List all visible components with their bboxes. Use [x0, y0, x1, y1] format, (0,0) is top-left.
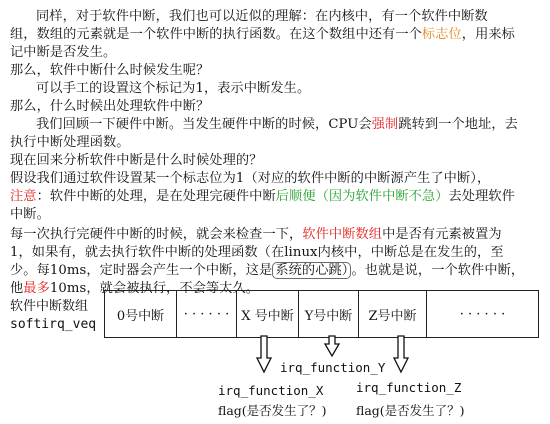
highlight-orange: 标志位 — [421, 27, 462, 42]
fn-x: irq_function_X — [218, 383, 324, 398]
highlight-red: 强制 — [371, 117, 399, 132]
highlight-red: 最多 — [23, 281, 50, 296]
text-segment: 可以手工的设置这个标记为1，表示中断发生。 — [36, 81, 311, 96]
array-label: 软件中断数组 — [10, 299, 89, 314]
text-segment: 中断。 — [10, 207, 50, 222]
text-segment: 我们回顾一下硬件中断。当发生硬件中断的时候，CPU会 — [36, 117, 372, 132]
text-segment: 那么，软件中断什么时候发生呢？ — [10, 63, 210, 78]
highlight-red: 软件中断数组 — [302, 227, 383, 242]
text-segment: 中是否有元素被置为 — [382, 227, 502, 242]
text-segment: 。也就是说，一个软件中断， — [351, 263, 525, 278]
fn-y: irq_function_Y — [280, 360, 386, 375]
highlight-red: 注意 — [10, 189, 37, 204]
text-segment: 执行中断处理函数。 — [10, 135, 130, 150]
text-segment: 每一次执行完硬件中断的时候，就会来检查一下， — [10, 227, 303, 242]
array-cell: Z号中断 — [359, 291, 427, 337]
text-segment: 那么，什么时候出处理软件中断？ — [10, 99, 210, 114]
fn-z: irq_function_Z — [356, 380, 462, 395]
array-cell: X 号中断 — [237, 291, 299, 337]
text-segment: 1，如果有，就去执行软件中断的处理函数（在linux内核中，中断总是在发生的，至 — [10, 245, 504, 260]
array-name: softirq_veq — [10, 317, 97, 332]
arrow-x-icon — [257, 336, 271, 372]
arrow-y-icon — [325, 336, 339, 356]
array-cell: · · · · · · — [177, 291, 237, 337]
array-cell: Y号中断 — [299, 291, 359, 337]
flag-x: flag(是否发生了？) — [218, 403, 327, 418]
text-segment: ，用来标 — [461, 27, 515, 42]
text-segment: 组，数组的元素就是一个软件中断的执行函数。在这个数组中还有一个 — [10, 27, 422, 42]
text-segment: 跳转到一个地址，去 — [398, 117, 518, 132]
text-segment: 他 — [10, 281, 24, 296]
text-segment: 假设我们通过软件设置某一个标志位为1（对应的软件中断的中断源产生了中断）， — [10, 171, 491, 186]
array-cell: · · · · · · — [459, 306, 506, 322]
text-segment: 现在回来分析软件中断是什么时候处理的？ — [10, 153, 263, 168]
text-segment: 去处理软件 — [448, 189, 515, 204]
text-segment: 记中断是否发生。 — [10, 45, 117, 60]
boxed-note: 系统的心跳） — [272, 262, 351, 279]
flag-z: flag(是否发生了？) — [356, 403, 465, 418]
text-segment: 少。每10ms，定时器会产生一个中断，这是 — [10, 263, 273, 278]
arrow-z-icon — [394, 336, 408, 372]
highlight-green: 后顺便（因为软件中断不急） — [275, 189, 449, 204]
array-cell: 0号中断 — [105, 291, 177, 337]
text-segment: ：软件中断的处理，是在处理完硬件中断 — [36, 189, 276, 204]
text-segment: 10ms，就会被执行，不会等太久。 — [49, 281, 260, 296]
text-segment: 同样，对于软件中断，我们也可以近似的理解：在内核中，有一个软件中断数 — [36, 9, 488, 24]
